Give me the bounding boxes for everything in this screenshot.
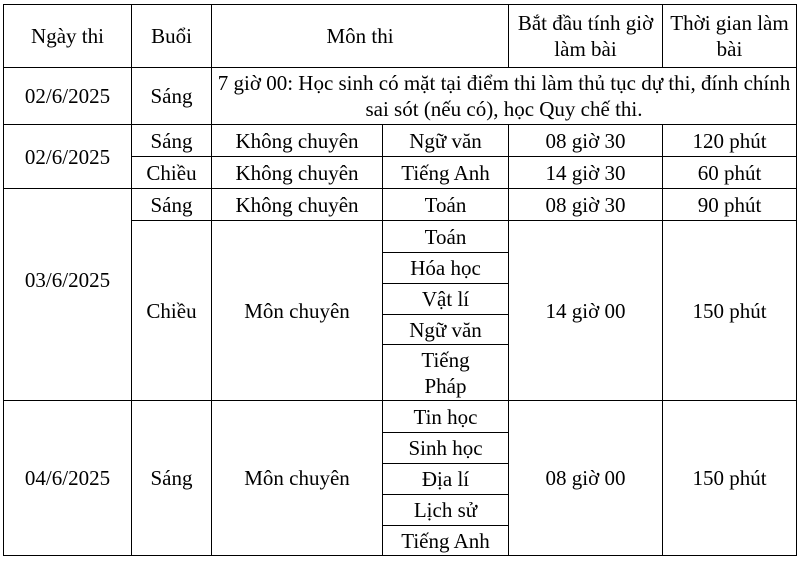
start-time-cell: 14 giờ 30: [509, 157, 663, 189]
intro-note: 7 giờ 00: Học sinh có mặt tại điểm thi làm thủ tục dự thi, đính chính sai sót (nếu có), học Quy chế thi.: [212, 68, 797, 125]
duration-cell: 120 phút: [663, 125, 797, 157]
session-cell: Sáng: [132, 125, 212, 157]
duration-cell: 150 phút: [663, 221, 797, 401]
exam-type-cell: Môn chuyên: [212, 221, 383, 401]
subject-cell: Hóa học: [383, 253, 509, 284]
duration-cell: 90 phút: [663, 189, 797, 221]
exam-type-cell: Không chuyên: [212, 157, 383, 189]
subject-cell: Địa lí: [383, 464, 509, 495]
start-time-cell: 08 giờ 30: [509, 125, 663, 157]
exam-type-cell: Môn chuyên: [212, 401, 383, 556]
table-row: [4, 125, 797, 157]
start-time-cell: 14 giờ 00: [509, 221, 663, 401]
subject-cell: Lịch sử: [383, 495, 509, 526]
day3-date: 04/6/2025: [4, 401, 132, 556]
session-cell: Chiều: [132, 157, 212, 189]
day2-date: 03/6/2025: [4, 189, 132, 401]
duration-cell: 60 phút: [663, 157, 797, 189]
subject-cell: Toán: [383, 221, 509, 253]
intro-session: Sáng: [132, 68, 212, 125]
header-row: [4, 5, 797, 68]
header-subject: Môn thi: [212, 5, 509, 68]
subject-cell: Sinh học: [383, 433, 509, 464]
exam-type-cell: Không chuyên: [212, 125, 383, 157]
intro-date: 02/6/2025: [4, 68, 132, 125]
exam-type-cell: Không chuyên: [212, 189, 383, 221]
duration-cell: 150 phút: [663, 401, 797, 556]
subject-cell: Tiếng Anh: [383, 157, 509, 189]
start-time-cell: 08 giờ 00: [509, 401, 663, 556]
table-row: [4, 189, 797, 221]
subject-cell: Tiếng Pháp: [383, 345, 509, 401]
subject-cell: Tin học: [383, 401, 509, 433]
subject-cell: Toán: [383, 189, 509, 221]
day1-date: 02/6/2025: [4, 125, 132, 189]
exam-schedule-table: [3, 4, 797, 556]
intro-row: [4, 68, 797, 125]
subject-cell: Ngữ văn: [383, 125, 509, 157]
header-session: Buổi: [132, 5, 212, 68]
session-cell: Sáng: [132, 401, 212, 556]
header-duration: Thời gian làm bài: [663, 5, 797, 68]
subject-cell: Vật lí: [383, 284, 509, 315]
header-start: Bắt đầu tính giờ làm bài: [509, 5, 663, 68]
table-row: [4, 401, 797, 433]
start-time-cell: 08 giờ 30: [509, 189, 663, 221]
session-cell: Sáng: [132, 189, 212, 221]
subject-cell: Tiếng Anh: [383, 526, 509, 556]
session-cell: Chiều: [132, 221, 212, 401]
header-date: Ngày thi: [4, 5, 132, 68]
subject-cell: Ngữ văn: [383, 315, 509, 345]
